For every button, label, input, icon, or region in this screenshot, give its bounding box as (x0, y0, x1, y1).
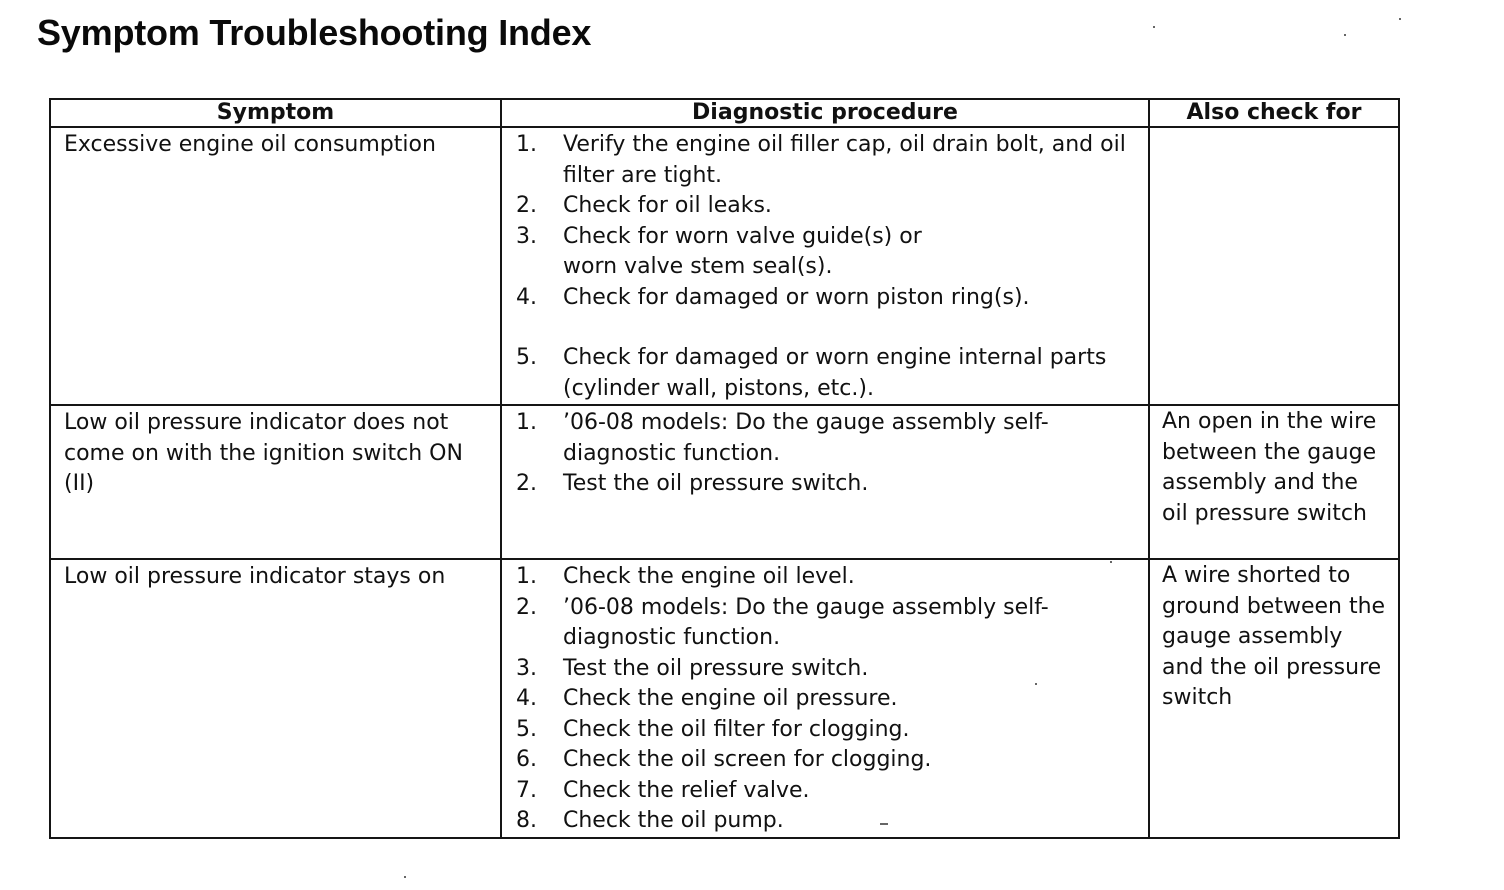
also-check-cell: An open in the wire between the gauge assembly and the oil pressure switch (1149, 405, 1399, 559)
procedure-step (516, 469, 1140, 500)
step-number: 3. (516, 223, 537, 249)
scan-speck (880, 823, 888, 825)
symptom-cell: Low oil pressure indicator does not come on with the ignition switch ON (II) (50, 405, 501, 559)
step-text: Check for worn valve guide(s) or worn valve stem seal(s). (563, 223, 922, 279)
procedure-step (516, 130, 1140, 191)
procedure-steps (516, 408, 1140, 500)
step-text: Check for damaged or worn engine internal parts (cylinder wall, pistons, etc.). (563, 345, 1107, 401)
procedure-cell (501, 405, 1149, 559)
step-number: 5. (516, 716, 537, 742)
step-number: 2. (516, 594, 537, 620)
procedure-steps (516, 562, 1140, 837)
symptom-cell: Low oil pressure indicator stays on (50, 559, 501, 838)
step-number: 3. (516, 655, 537, 681)
table-row (50, 405, 1399, 559)
procedure-cell (501, 559, 1149, 838)
also-check-cell (1149, 127, 1399, 405)
step-number: 2. (516, 193, 537, 218)
procedure-step (516, 684, 1140, 715)
step-number: 4. (516, 686, 537, 711)
step-number: 1. (516, 132, 537, 157)
step-number: 1. (516, 410, 537, 435)
step-text: Check for oil leaks. (563, 193, 772, 218)
procedure-step (516, 191, 1140, 222)
scan-speck (1344, 34, 1346, 36)
step-text: Verify the engine oil filler cap, oil drain bolt, and oil filter are tight. (563, 132, 1126, 188)
procedure-step (516, 806, 1140, 837)
step-number: 7. (516, 777, 537, 803)
procedure-step (516, 776, 1140, 807)
step-number: 4. (516, 284, 537, 310)
scan-speck (1110, 561, 1112, 563)
also-check-column-header: Also check for (1149, 99, 1399, 127)
step-text: Check the relief valve. (563, 777, 810, 803)
procedure-step (516, 222, 1140, 283)
table-header-row (50, 99, 1399, 127)
procedure-step (516, 654, 1140, 685)
procedure-step (516, 745, 1140, 776)
table-row (50, 559, 1399, 838)
procedure-step (516, 593, 1140, 654)
step-number: 1. (516, 564, 537, 589)
symptom-column-header: Symptom (50, 99, 501, 127)
also-check-cell: A wire shorted to ground between the gauge assembly and the oil pressure switch (1149, 559, 1399, 838)
step-text: ’06-08 models: Do the gauge assembly self-diagnostic function. (563, 594, 1049, 650)
procedure-cell (501, 127, 1149, 405)
scan-speck (1153, 26, 1155, 28)
procedure-step (516, 408, 1140, 469)
step-number: 2. (516, 471, 537, 496)
procedure-step (516, 715, 1140, 746)
step-number: 6. (516, 747, 537, 772)
procedure-column-header: Diagnostic procedure (501, 99, 1149, 127)
step-text: Check the engine oil pressure. (563, 686, 898, 711)
symptom-cell: Excessive engine oil consumption (50, 127, 501, 405)
step-text: ’06-08 models: Do the gauge assembly self-diagnostic function. (563, 410, 1049, 466)
step-text: Check for damaged or worn piston ring(s). (563, 284, 1030, 310)
step-number: 5. (516, 345, 537, 370)
step-text: Check the oil screen for clogging. (563, 747, 932, 772)
page-title: Symptom Troubleshooting Index (37, 12, 592, 53)
scan-speck (1399, 18, 1401, 20)
step-number: 8. (516, 808, 537, 833)
procedure-step (516, 283, 1140, 314)
step-text: Test the oil pressure switch. (563, 655, 869, 681)
procedure-steps (516, 130, 1140, 404)
procedure-step (516, 343, 1140, 404)
step-text: Check the oil filter for clogging. (563, 716, 910, 742)
step-text: Check the oil pump. (563, 808, 784, 833)
procedure-step (516, 562, 1140, 593)
scan-speck (1035, 683, 1037, 685)
troubleshooting-table (49, 98, 1400, 839)
scan-speck (404, 876, 406, 878)
table-row (50, 127, 1399, 405)
step-text: Test the oil pressure switch. (563, 471, 869, 496)
step-text: Check the engine oil level. (563, 564, 855, 589)
